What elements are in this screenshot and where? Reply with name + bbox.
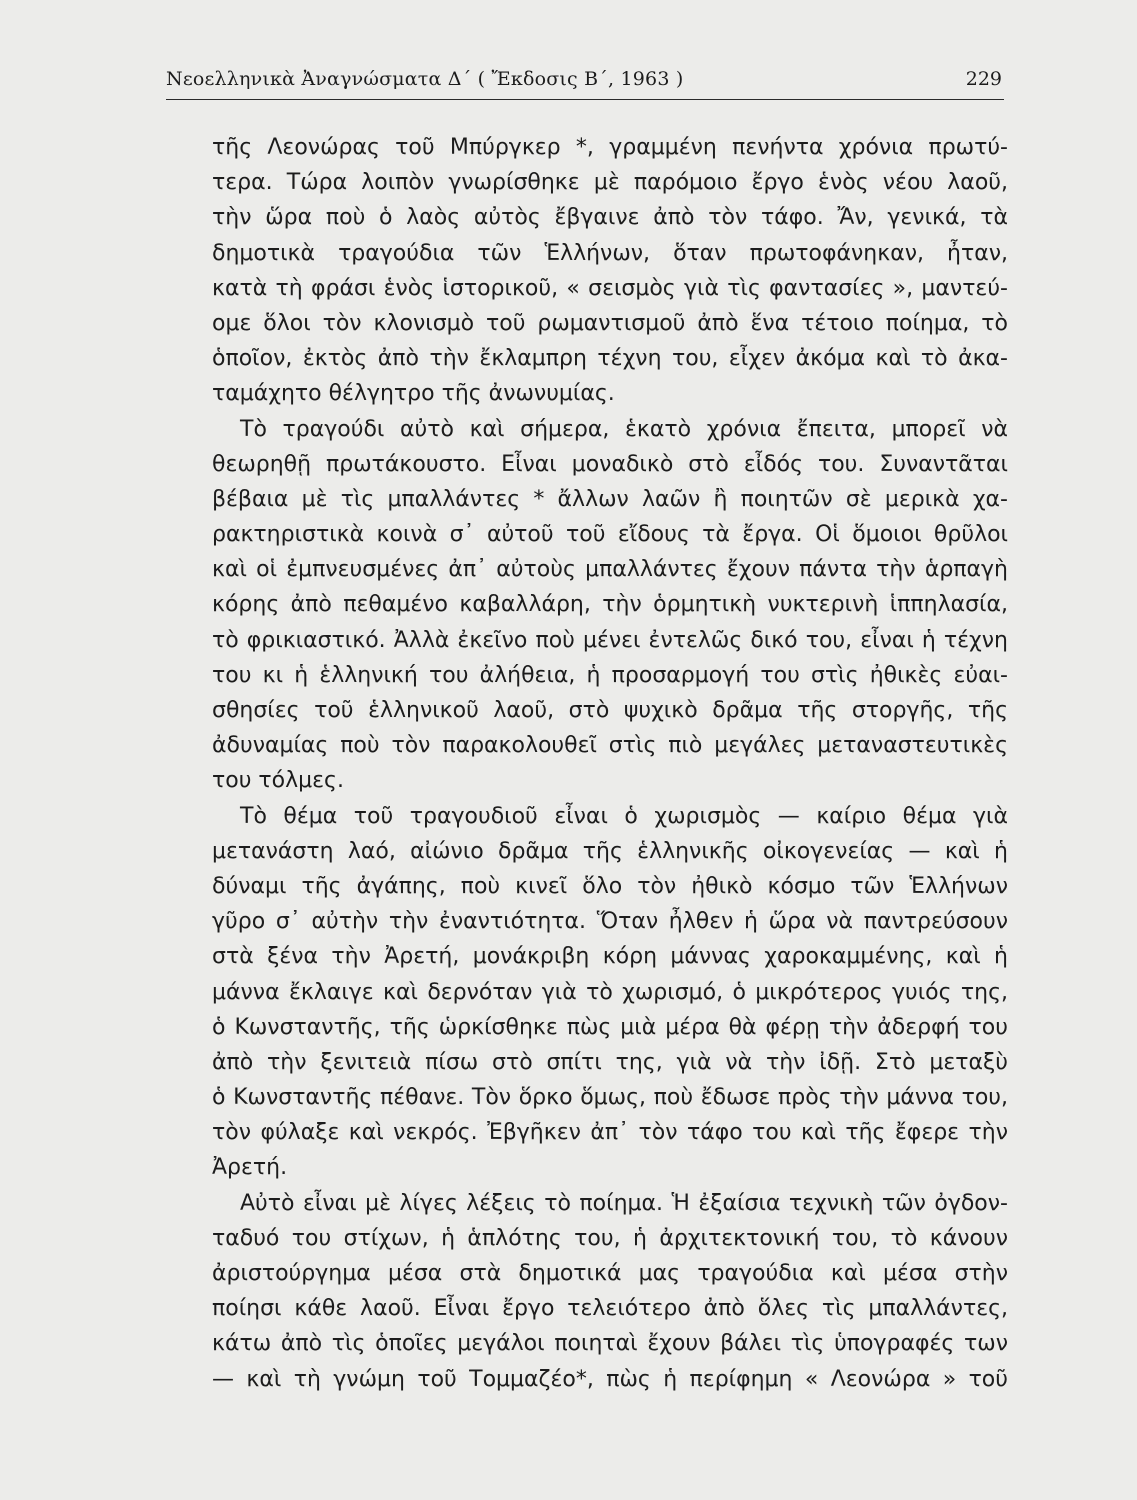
text-line: βέβαια μὲ τὶς μπαλλάντες * ἄλλων λαῶν ἢ ποιητῶν σὲ μερικὰ χα- xyxy=(212,486,1008,512)
text-line: τῆς Λεονώρας τοῦ Μπύργκερ *, γραμμένη πενήντα χρόνια πρωτύ- xyxy=(212,135,1008,160)
text-line: ὁ Κωνσταντῆς, τῆς ὡρκίσθηκε πὼς μιὰ μέρα θὰ φέρῃ τὴν ἀδερφή του xyxy=(212,1014,1008,1040)
text-line: σθησίες τοῦ ἑλληνικοῦ λαοῦ, στὸ ψυχικὸ δρᾶμα τῆς στοργῆς, τῆς xyxy=(212,698,1008,723)
text-line: κάτω ἀπὸ τὶς ὁποῖες μεγάλοι ποιηταὶ ἔχουν βάλει τὶς ὑπογραφές των xyxy=(212,1331,1008,1357)
paragraph xyxy=(212,799,1008,1186)
text-line: τὸ φρικιαστικό. Ἀλλὰ ἐκεῖνο ποὺ μένει ἐντελῶς δικό του, εἶναι ἡ τέχνη xyxy=(212,627,1008,653)
text-line: ἀδυναμίας ποὺ τὸν παρακολουθεῖ στὶς πιὸ μεγάλες μεταναστευτικὲς xyxy=(212,733,1008,759)
running-header-title: Νεοελληνικὰ Ἀναγνώσματα Δ΄ ( Ἔκδοσις Β΄, 1963 ) xyxy=(166,68,684,90)
page-number: 229 xyxy=(965,68,1002,90)
text-line: ποίησι κάθε λαοῦ. Εἶναι ἔργο τελειότερο ἀπὸ ὅλες τὶς μπαλλάντες, xyxy=(212,1296,1008,1322)
body-text xyxy=(212,130,1008,1397)
header-divider xyxy=(166,99,1004,100)
text-line: στὰ ξένα τὴν Ἀρετή, μονάκριβη κόρη μάννας χαροκαμμένης, καὶ ἡ xyxy=(212,944,1008,970)
paragraph xyxy=(212,412,1008,799)
text-line: ομε ὅλοι τὸν κλονισμὸ τοῦ ρωμαντισμοῦ ἀπὸ ἕνα τέτοιο ποίημα, τὸ xyxy=(212,310,1008,336)
text-line: Ἀρετή. xyxy=(212,1155,288,1181)
text-line: κόρης ἀπὸ πεθαμένο καβαλλάρη, τὴν ὁρμητικὴ νυκτερινὴ ἱππηλασία, xyxy=(212,592,1008,618)
text-line: ὁ Κωνσταντῆς πέθανε. Τὸν ὅρκο ὅμως, ποὺ ἔδωσε πρὸς τὴν μάννα του, xyxy=(212,1085,1008,1111)
text-line: τερα. Τώρα λοιπὸν γνωρίσθηκε μὲ παρόμοιο ἔργο ἑνὸς νέου λαοῦ, xyxy=(212,170,1008,196)
text-line: ταμάχητο θέλγητρο τῆς ἀνωνυμίας. xyxy=(212,381,615,407)
text-line: κατὰ τὴ φράσι ἑνὸς ἱστορικοῦ, « σεισμὸς γιὰ τὶς φαντασίες », μαντεύ- xyxy=(212,275,1008,301)
text-line: ταδυό του στίχων, ἡ ἁπλότης του, ἡ ἀρχιτεκτονική του, τὸ κάνουν xyxy=(212,1225,1008,1251)
text-line: δύναμι τῆς ἀγάπης, ποὺ κινεῖ ὅλο τὸν ἠθικὸ κόσμο τῶν Ἑλλήνων xyxy=(212,873,1008,899)
text-line: καὶ οἱ ἐμπνευσμένες ἀπ᾿ αὐτοὺς μπαλλάντες ἔχουν πάντα τὴν ἁρπαγὴ xyxy=(212,557,1008,583)
text-line: δημοτικὰ τραγούδια τῶν Ἑλλήνων, ὅταν πρωτοφάνηκαν, ἦταν, xyxy=(212,240,1008,266)
text-line: ὁποῖον, ἐκτὸς ἀπὸ τὴν ἔκλαμπρη τέχνη του, εἶχεν ἀκόμα καὶ τὸ ἀκα- xyxy=(212,346,1008,372)
text-line: τὴν ὥρα ποὺ ὁ λαὸς αὐτὸς ἔβγαινε ἀπὸ τὸν τάφο. Ἄν, γενικά, τὰ xyxy=(212,205,1008,231)
running-header xyxy=(166,68,1002,98)
text-line: του τόλμες. xyxy=(212,768,344,794)
text-line: ἀπὸ τὴν ξενιτειὰ πίσω στὸ σπίτι της, γιὰ νὰ τὴν ἰδῇ. Στὸ μεταξὺ xyxy=(212,1049,1008,1075)
text-line: Τὸ θέμα τοῦ τραγουδιοῦ εἶναι ὁ χωρισμὸς — καίριο θέμα γιὰ xyxy=(240,803,1008,829)
text-line: Αὐτὸ εἶναι μὲ λίγες λέξεις τὸ ποίημα. Ἡ ἐξαίσια τεχνικὴ τῶν ὀγδον- xyxy=(240,1190,1008,1216)
text-line: θεωρηθῇ πρωτάκουστο. Εἶναι μοναδικὸ στὸ εἶδός του. Συναντᾶται xyxy=(212,451,1008,477)
text-line: ἀριστούργημα μέσα στὰ δημοτικά μας τραγούδια καὶ μέσα στὴν xyxy=(212,1261,1008,1286)
text-line: μετανάστη λαό, αἰώνιο δρᾶμα τῆς ἑλληνικῆς οἰκογενείας — καὶ ἡ xyxy=(212,838,1008,864)
paragraph xyxy=(212,1186,1008,1397)
paragraph xyxy=(212,130,1008,412)
text-line: — καὶ τὴ γνώμη τοῦ Τομμαζέο*, πὼς ἡ περίφημη « Λεονώρα » τοῦ xyxy=(212,1366,1008,1392)
text-line: ρακτηριστικὰ κοινὰ σ᾿ αὐτοῦ τοῦ εἴδους τὰ ἔργα. Οἱ ὅμοιοι θρῦλοι xyxy=(212,522,1008,548)
text-line: τὸν φύλαξε καὶ νεκρός. Ἐβγῆκεν ἀπ᾿ τὸν τάφο του καὶ τῆς ἔφερε τὴν xyxy=(212,1120,1008,1146)
text-line: του κι ἡ ἑλληνική του ἀλήθεια, ἡ προσαρμογή του στὶς ἠθικὲς εὐαι- xyxy=(212,662,1008,688)
text-line: Τὸ τραγούδι αὐτὸ καὶ σήμερα, ἑκατὸ χρόνια ἔπειτα, μπορεῖ νὰ xyxy=(240,416,1008,442)
text-line: μάννα ἔκλαιγε καὶ δερνόταν γιὰ τὸ χωρισμό, ὁ μικρότερος γυιός της, xyxy=(212,979,1008,1005)
text-line: γῦρο σ᾿ αὐτὴν τὴν ἐναντιότητα. Ὅταν ἦλθεν ἡ ὥρα νὰ παντρεύσουν xyxy=(212,909,1008,935)
